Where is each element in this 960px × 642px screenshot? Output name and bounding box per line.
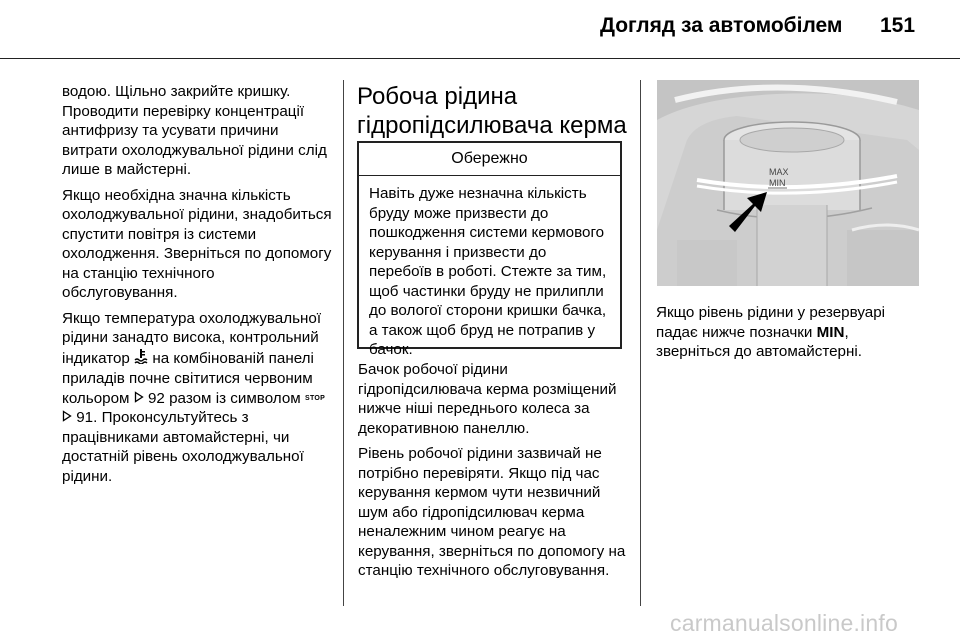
page-header-title: Догляд за автомобілем [600, 14, 843, 37]
caution-box [357, 141, 622, 358]
ref-arrow-icon [62, 408, 72, 428]
section-title-line-1: Робоча рідина [357, 83, 518, 110]
page-number: 151 [880, 14, 916, 37]
col1-p3-text-c: разом із символом [169, 389, 301, 407]
max-mark-label: MAX [769, 167, 789, 177]
col1-p3-text-b: на комбінованій панелі приладів почне світитися червоним кольором [62, 349, 314, 407]
caution-heading: Обережно [359, 143, 620, 176]
col2-paragraph-1: Бачок робочої рідини гідропідсилювача керма розміщений нижче ніші переднього колеса за декоративною панеллю. [358, 361, 617, 437]
col3-p1-text-b: , зверніться до автомайстерні. [656, 323, 862, 360]
min-mark-label: MIN [769, 178, 786, 188]
column-2 [358, 360, 626, 587]
col3-paragraph-1 [656, 303, 918, 362]
ref-arrow-icon [134, 389, 144, 409]
col1-p3-text-a: Якщо температура охолоджувальної рідини занадто висока, контрольний індикатор [62, 309, 322, 367]
coolant-temperature-icon [134, 348, 148, 370]
col2-paragraph-2: Рівень робочої рідини зазвичай не потрібно перевіряти. Якщо під час керування кермом чути незвичний шум або гідропідсилювач керма неналежним чином реагує на керування, зверніться по допомогу на станцію технічного обслуговування. [358, 445, 626, 579]
min-mark-reference: MIN [816, 323, 845, 341]
col1-paragraph-3 [62, 309, 334, 487]
section-title [357, 82, 637, 140]
column-3 [656, 303, 918, 368]
column-divider-1 [343, 80, 344, 606]
col1-paragraph-1: водою. Щільно закрийте кришку. Проводити перевірку концентрації антифризу та усувати причини витрати охолоджувальної рідини слід лише в майстерні. [62, 83, 327, 178]
stop-icon: STOP [304, 394, 326, 402]
col1-p3-text-d: . Проконсультуйтесь з працівниками автомайстерні, чи достатній рівень охолоджувальної рідини. [62, 409, 304, 485]
caution-text: Навіть дуже незначна кількість бруду може призвести до пошкодження системи кермового керування і призвести до перебоїв в роботі. Стежте за тим, щоб частинки бруду не прилипли до вологої сторони кришки бачка, а також щоб бруд не потрапив у бачок. [369, 185, 607, 358]
col1-paragraph-2: Якщо необхідна значна кількість охолоджувальної рідини, знадобиться спустити повітря із системи охолодження. Зверніться по допомогу на станцію технічного обслуговування. [62, 186, 332, 301]
footer-watermark: carmanualsonline.info [670, 610, 898, 636]
col3-p1-text-a: Якщо рівень рідини у резервуарі падає нижче позначки [656, 304, 886, 341]
section-title-line-2: гідропідсилювача керма [357, 112, 627, 139]
col1-ref-1: 92 [147, 389, 165, 407]
header-divider [0, 58, 960, 59]
col1-ref-2: 91 [76, 409, 94, 427]
reservoir-illustration [657, 80, 919, 286]
column-divider-2 [640, 80, 641, 606]
column-1 [62, 82, 334, 492]
